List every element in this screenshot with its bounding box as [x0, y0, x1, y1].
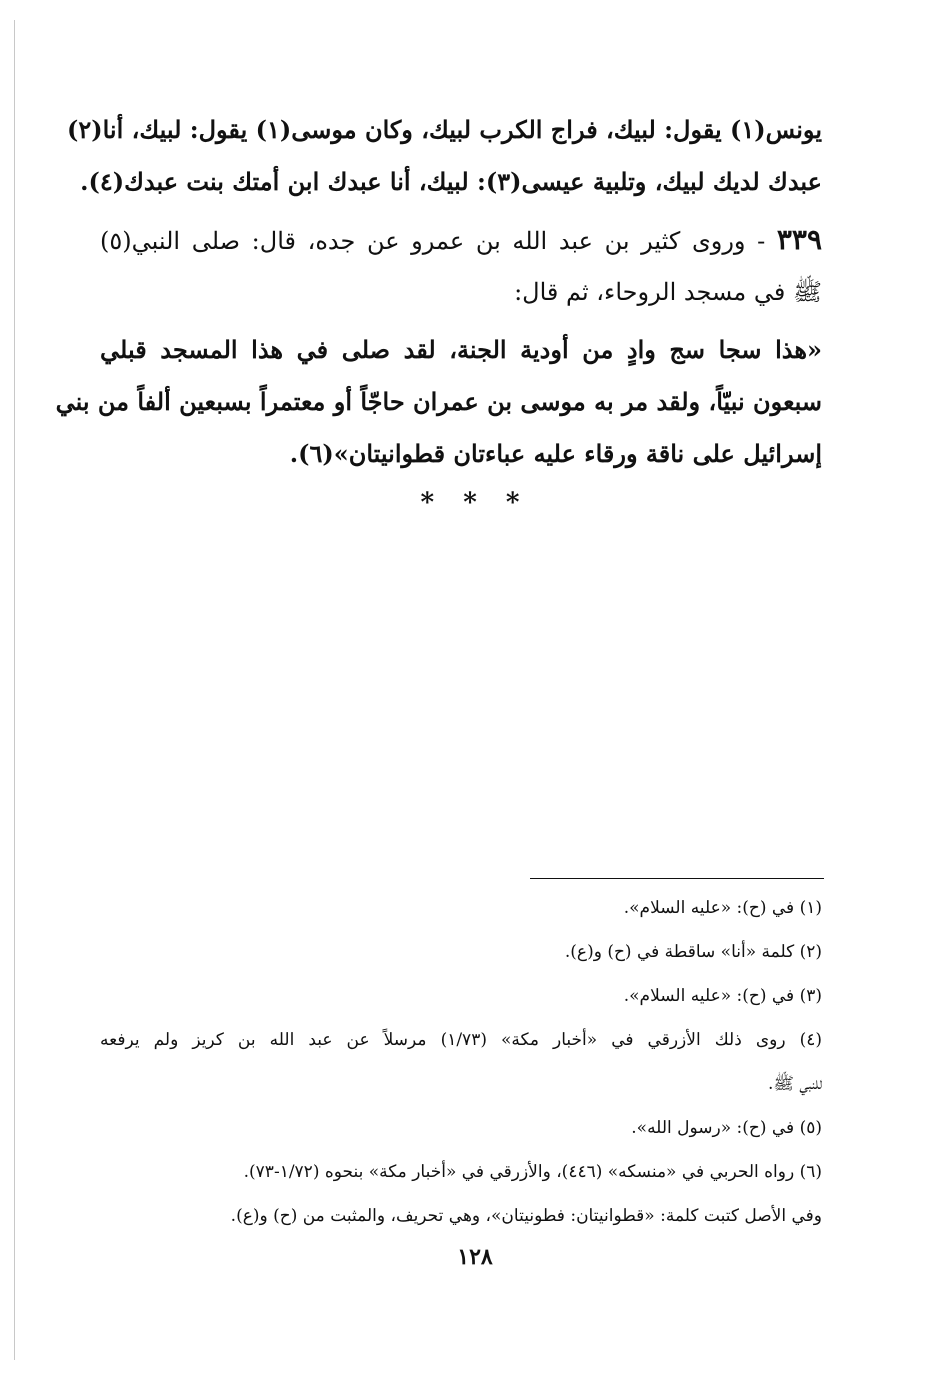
- paragraph-2-line-2: ﷺ في مسجد الروحاء، ثم قال:: [514, 278, 822, 306]
- paragraph-2-line-1: [100, 214, 822, 266]
- footnote-6: (٦) رواه الحربي في «منسكه» (٤٤٦)، والأزرقي في «أخبار مكة» بنحوه (١/٧٢-٧٣).: [243, 1162, 822, 1182]
- footnote-5: (٥) في (ح): «رسول الله».: [631, 1118, 822, 1138]
- paragraph-1-line-2: عبدك لديك لبيك، وتلبية عيسى(٣): لبيك، أنا عبدك ابن أمتك بنت عبدك(٤).: [80, 167, 822, 196]
- footnote-6-continued: وفي الأصل كتبت كلمة: «قطوانيتان: فطونيتان»، وهي تحريف، والمثبت من (ح) و(ع).: [230, 1206, 822, 1226]
- footnote-divider: [530, 878, 824, 879]
- paragraph-1: [66, 104, 822, 208]
- paragraph-3: [55, 324, 822, 480]
- footnotes: [100, 886, 822, 1238]
- paragraph-3-line-2: سبعون نبيّاً، ولقد مر به موسى بن عمران حاجّاً أو معتمراً بسبعين ألفاً من بني: [55, 387, 822, 416]
- page-edge-line: [14, 20, 15, 1360]
- footnote-4: (٤) روى ذلك الأزرقي في «أخبار مكة» (١/٧٣) مرسلاً عن عبد الله بن كريز ولم يرفعه: [100, 1030, 822, 1050]
- paragraph-3-line-3: إسرائيل على ناقة ورقاء عليه عباءتان قطوانيتان»(٦).: [289, 439, 822, 468]
- paragraph-1-line-1: يونس(١) يقول: لبيك، فراج الكرب لبيك، وكان موسى(١) يقول: لبيك، أنا(٢): [66, 115, 822, 144]
- footnote-3: (٣) في (ح): «عليه السلام».: [623, 986, 822, 1006]
- hadith-number: ٣٣٩: [776, 223, 822, 256]
- footnote-2: (٢) كلمة «أنا» ساقطة في (ح) و(ع).: [564, 942, 822, 962]
- footnote-4-continued: للنبي ﷺ.: [768, 1074, 822, 1094]
- paragraph-2-line-1-text: - وروى كثير بن عبد الله بن عمرو عن جده، قال: صلى النبي(٥): [100, 227, 766, 255]
- paragraph-3-line-1: «هذا سجا سج وادٍ من أودية الجنة، لقد صلى في هذا المسجد قبلي: [100, 335, 822, 364]
- section-separator: * * *: [420, 488, 530, 518]
- paragraph-2: [100, 214, 822, 318]
- footnote-1: (١) في (ح): «عليه السلام».: [623, 898, 822, 918]
- page-number: ١٢٨: [457, 1244, 493, 1270]
